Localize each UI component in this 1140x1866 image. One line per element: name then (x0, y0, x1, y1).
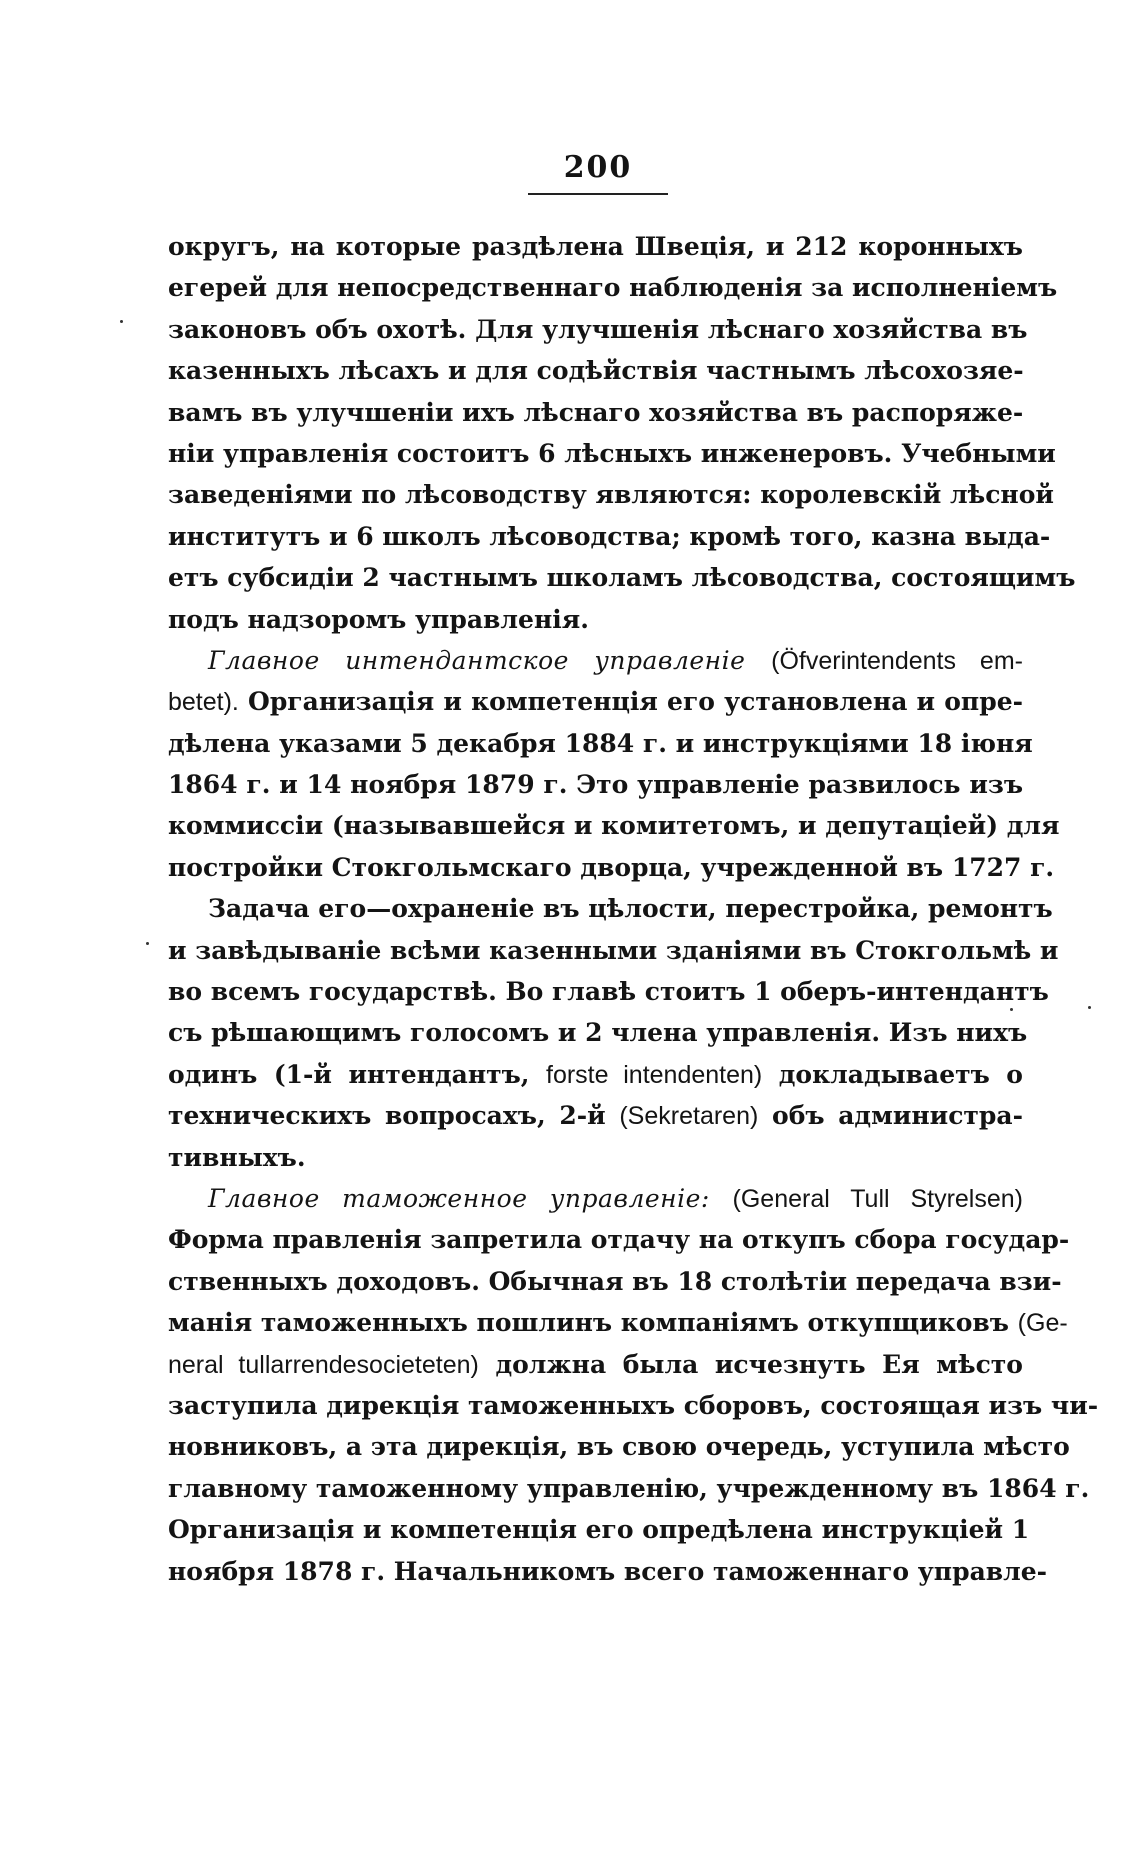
scan-speck (120, 320, 123, 323)
text-line: ноября 1878 г. Начальникомъ всего таможеннаго управле- (168, 1556, 1048, 1586)
text-line (168, 1302, 1068, 1343)
text-run: одинъ (1-й интендантъ, (168, 1059, 530, 1089)
scan-speck (146, 942, 149, 945)
text-line (168, 1178, 1023, 1219)
latin-term: (Ge- (1017, 1309, 1068, 1338)
section-heading: Главное интендантское управленіе (208, 645, 746, 675)
text-line: постройки Стокгольмскаго дворца, учрежденной въ 1727 г. (168, 852, 1055, 882)
text-line: институтъ и 6 школъ лѣсоводства; кромѣ того, казна выда- (168, 521, 1051, 551)
text-run: должна была исчезнуть Ея мѣсто (495, 1349, 1023, 1379)
text-run: техническихъ вопросахъ, 2-й (168, 1101, 606, 1131)
text-line: Задача его—охраненіе въ цѣлости, перестройка, ремонтъ (208, 894, 1053, 924)
body-text (168, 226, 1099, 1592)
text-line: во всемъ государствѣ. Во главѣ стоитъ 1 оберъ-интендантъ (168, 977, 1049, 1007)
section-heading: Главное таможенное управленіе: (208, 1183, 710, 1213)
text-run: манія таможенныхъ пошлинъ компаніямъ откупщиковъ (168, 1308, 1009, 1338)
text-line: тивныхъ. (168, 1142, 306, 1172)
text-line: заступила дирекція таможенныхъ сборовъ, состоящая изъ чи- (168, 1390, 1099, 1420)
text-line (168, 1095, 1023, 1136)
text-line: заведеніями по лѣсоводству являются: королевскій лѣсной (168, 480, 1054, 510)
scan-speck (1010, 1008, 1013, 1011)
latin-term: (General Tull Styrelsen) (732, 1184, 1023, 1213)
text-run: Организація и компетенція его установлена и опре- (248, 687, 1023, 717)
text-line: главному таможенному управленію, учрежденному въ 1864 г. (168, 1473, 1090, 1503)
text-line (168, 681, 1023, 722)
page-number: 200 (563, 150, 633, 185)
text-line: ніи управленія состоитъ 6 лѣсныхъ инженеровъ. Учебными (168, 438, 1056, 468)
text-line: вамъ въ улучшеніи ихъ лѣснаго хозяйства въ распоряже- (168, 397, 1024, 427)
latin-term: (Öfverintendents em- (771, 646, 1023, 675)
text-line: округъ, на которые раздѣлена Швеція, и 212 коронныхъ (168, 232, 1023, 261)
text-line: Организація и компетенція его опредѣлена инструкціей 1 (168, 1515, 1030, 1545)
text-line: съ рѣшающимъ голосомъ и 2 члена управленія. Изъ нихъ (168, 1018, 1028, 1048)
latin-term: neral tullarrendesocieteten) (168, 1350, 479, 1379)
text-line (168, 1054, 1023, 1095)
text-run: докладываетъ о (778, 1059, 1023, 1089)
page-number-rule (528, 193, 668, 195)
text-line: подъ надзоромъ управленія. (168, 604, 589, 634)
text-line: Форма правленія запретила отдачу на откупъ сбора государ- (168, 1225, 1070, 1255)
text-line: законовъ объ охотѣ. Для улучшенія лѣснаго хозяйства въ (168, 314, 1028, 344)
text-line: ственныхъ доходовъ. Обычная въ 18 столѣтіи передача взи- (168, 1266, 1062, 1296)
text-line: коммиссіи (называвшейся и комитетомъ, и депутаціей) для (168, 811, 1060, 841)
text-run: объ администра- (772, 1101, 1023, 1131)
scan-speck (1088, 1006, 1091, 1009)
text-line: новниковъ, а эта дирекція, въ свою очередь, уступила мѣсто (168, 1432, 1070, 1462)
text-line: егерей для непосредственнаго наблюденія за исполненіемъ (168, 273, 1058, 303)
text-line: и завѣдываніе всѣми казенными зданіями въ Стокгольмѣ и (168, 935, 1059, 965)
latin-term: forste intendenten) (546, 1060, 763, 1089)
text-line: 1864 г. и 14 ноября 1879 г. Это управленіе развилось изъ (168, 770, 1023, 800)
text-line: казенныхъ лѣсахъ и для содѣйствія частнымъ лѣсохозяе- (168, 356, 1024, 386)
latin-term: (Sekretaren) (619, 1102, 759, 1131)
text-line (168, 640, 1023, 681)
text-line (168, 1344, 1023, 1385)
latin-term: betet). (168, 688, 239, 717)
text-line: етъ субсидіи 2 частнымъ школамъ лѣсоводства, состоящимъ (168, 563, 1076, 593)
text-line: дѣлена указами 5 декабря 1884 г. и инструкціями 18 іюня (168, 728, 1033, 758)
